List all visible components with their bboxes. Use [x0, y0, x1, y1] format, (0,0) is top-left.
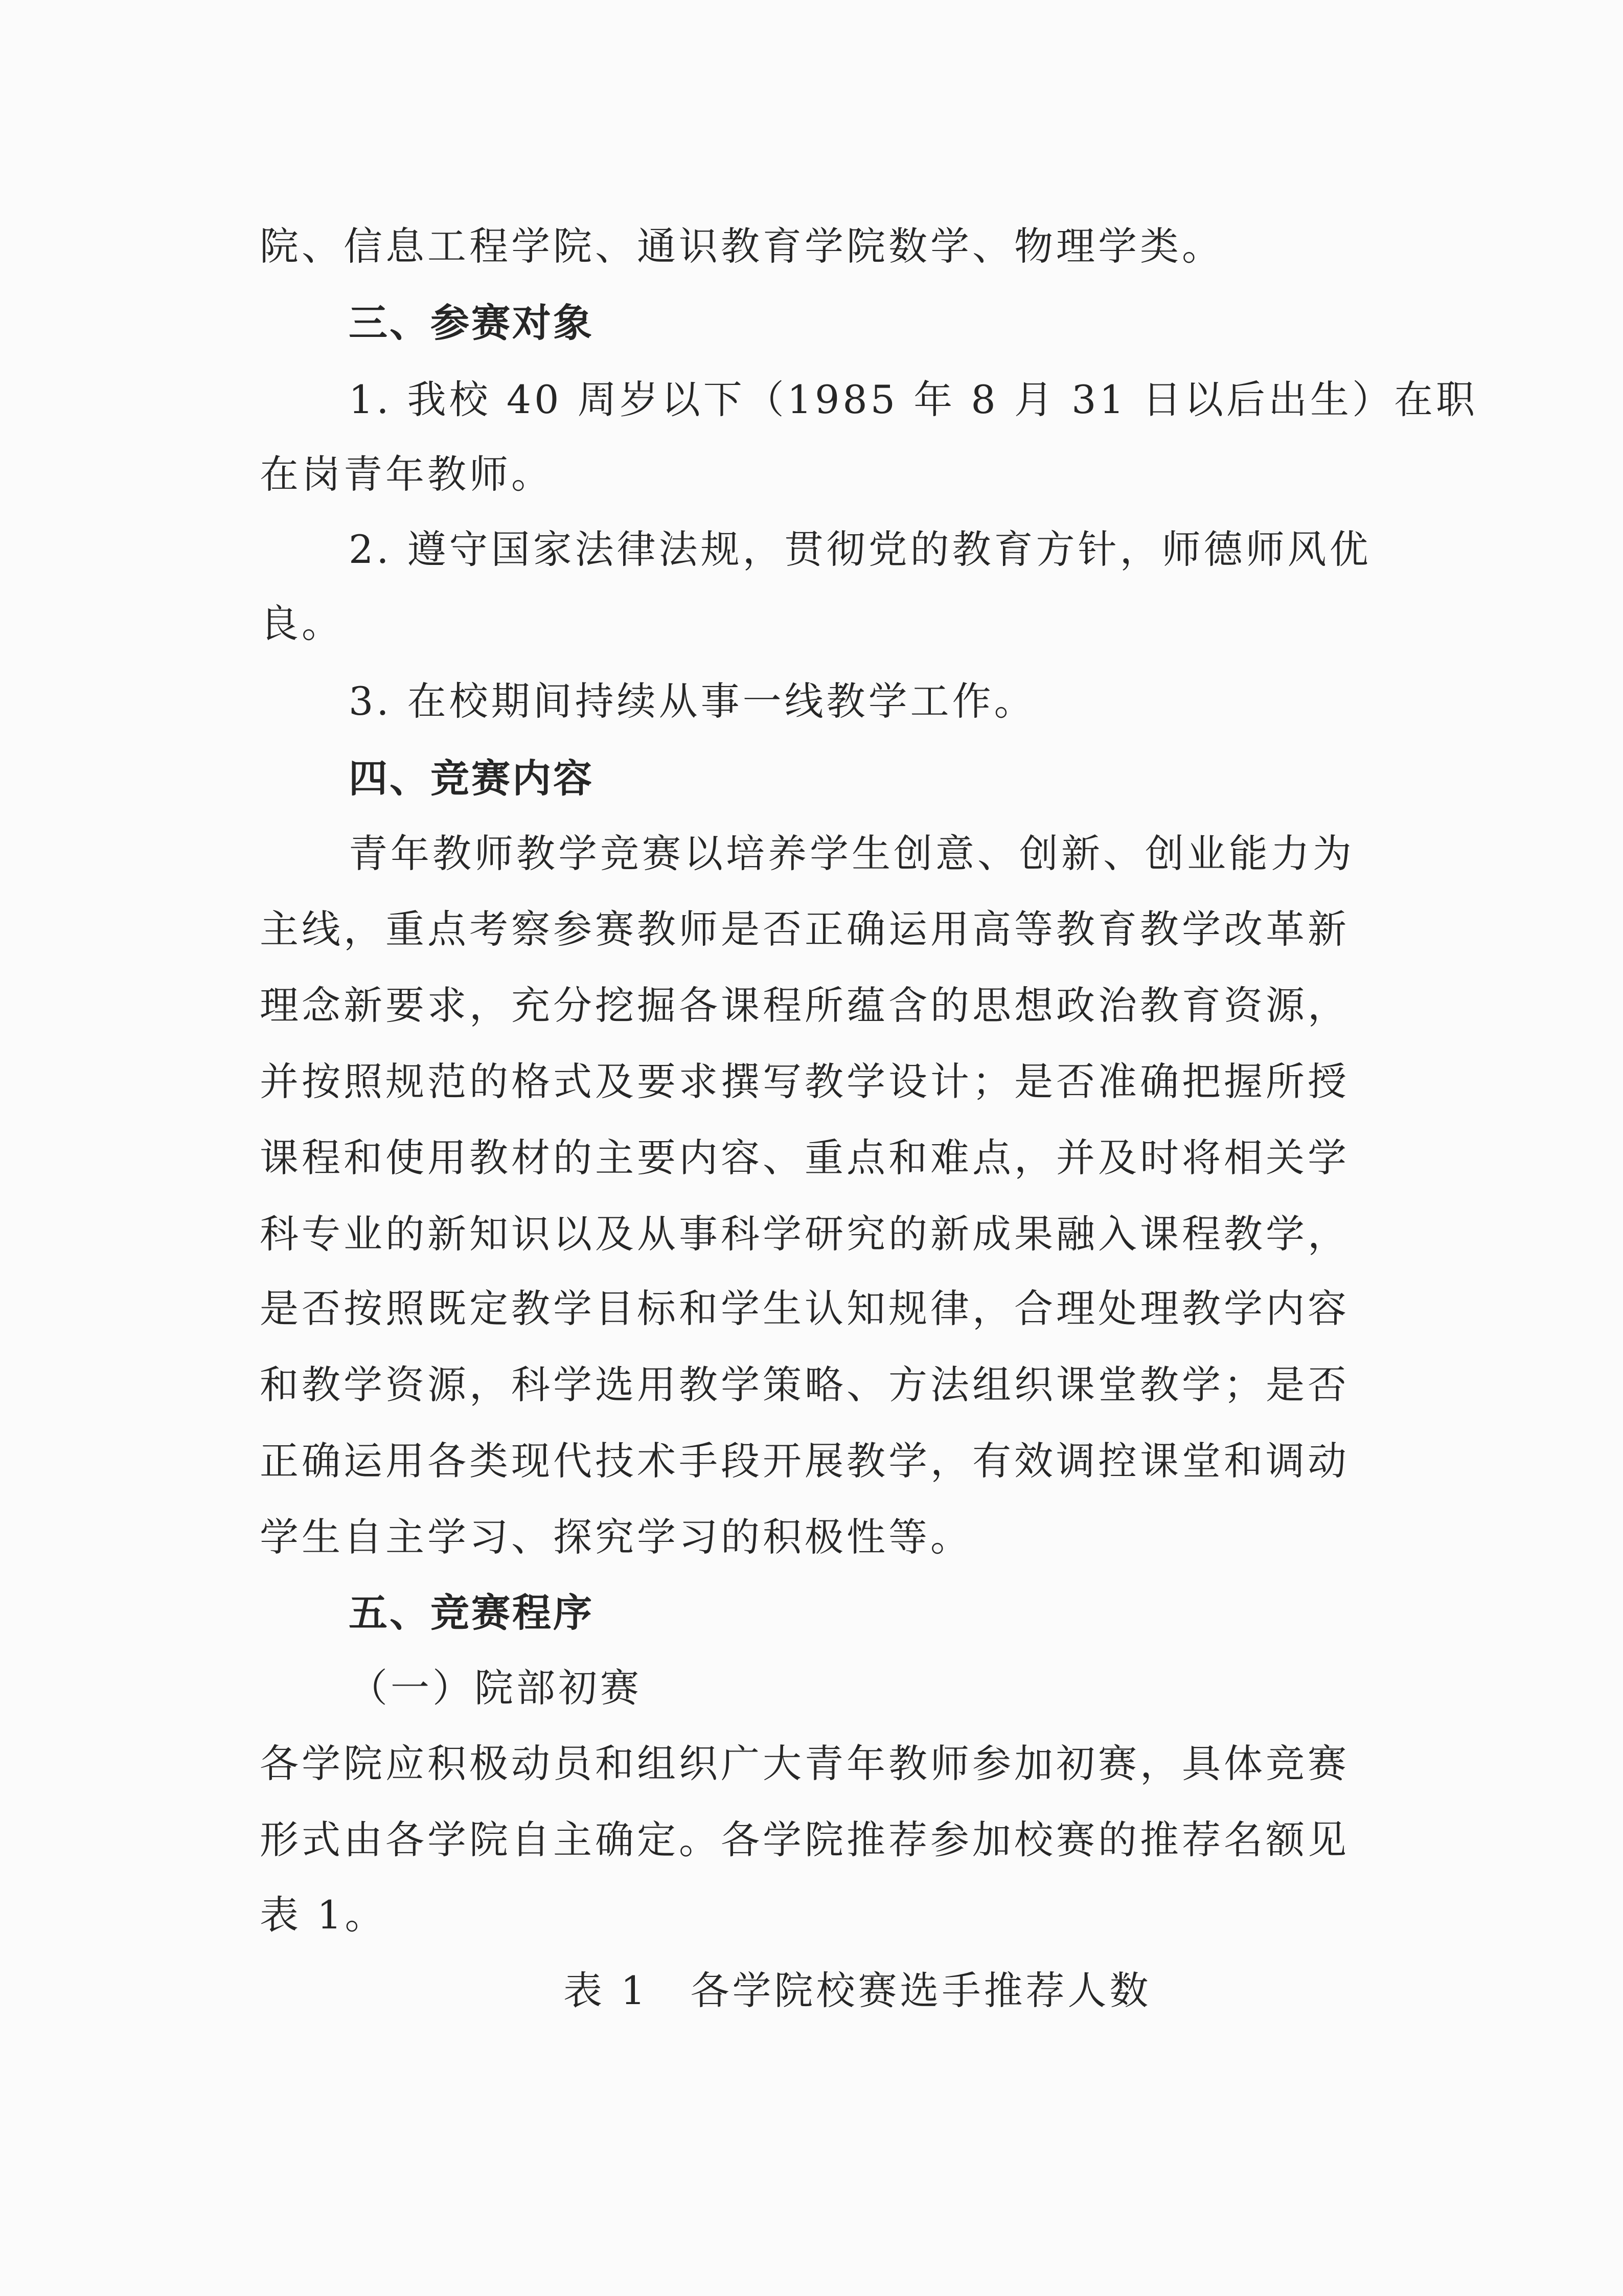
content-paragraph-line: 课程和使用教材的主要内容、重点和难点，并及时将相关学	[260, 1135, 1350, 1180]
content-paragraph-line: 主线，重点考察参赛教师是否正确运用高等教育教学改革新	[260, 906, 1350, 952]
content-paragraph-line: 科专业的新知识以及从事科学研究的新成果融入课程教学，	[260, 1211, 1350, 1257]
participant-item-2: 2. 遵守国家法律法规，贯彻党的教育方针，师德师风优	[349, 527, 1371, 572]
procedure-paragraph-line: 各学院应积极动员和组织广大青年教师参加初赛，具体竞赛	[260, 1741, 1350, 1786]
content-paragraph-line: 理念新要求，充分挖掘各课程所蕴含的思想政治教育资源，	[260, 983, 1350, 1028]
section-heading-content: 四、竞赛内容	[349, 756, 594, 801]
procedure-paragraph-line: 表 1。	[260, 1892, 387, 1938]
participant-item-1-cont: 在岗青年教师。	[260, 451, 553, 497]
content-paragraph-line: 正确运用各类现代技术手段开展教学，有效调控课堂和调动	[260, 1438, 1350, 1484]
participant-item-2-cont: 良。	[260, 601, 344, 646]
participant-item-1: 1. 我校 40 周岁以下（1985 年 8 月 31 日以后出生）在职	[349, 377, 1478, 422]
subsection-heading-preliminary: （一）院部初赛	[349, 1665, 642, 1711]
continued-line: 院、信息工程学院、通识教育学院数学、物理学类。	[260, 223, 1224, 269]
content-paragraph-line: 青年教师教学竞赛以培养学生创意、创新、创业能力为	[349, 831, 1355, 876]
section-heading-participants: 三、参赛对象	[349, 300, 594, 346]
participant-item-3: 3. 在校期间持续从事一线教学工作。	[349, 678, 1036, 724]
content-paragraph-line: 并按照规范的格式及要求撰写教学设计；是否准确把握所授	[260, 1059, 1350, 1104]
table-caption: 表 1 各学院校赛选手推荐人数	[563, 1968, 1152, 2013]
content-paragraph-line: 是否按照既定教学目标和学生认知规律，合理处理教学内容	[260, 1286, 1350, 1331]
procedure-paragraph-line: 形式由各学院自主确定。各学院推荐参加校赛的推荐名额见	[260, 1817, 1350, 1862]
section-heading-procedure: 五、竞赛程序	[349, 1590, 594, 1635]
content-paragraph-line: 和教学资源，科学选用教学策略、方法组织课堂教学；是否	[260, 1362, 1350, 1407]
content-paragraph-line: 学生自主学习、探究学习的积极性等。	[260, 1514, 972, 1560]
